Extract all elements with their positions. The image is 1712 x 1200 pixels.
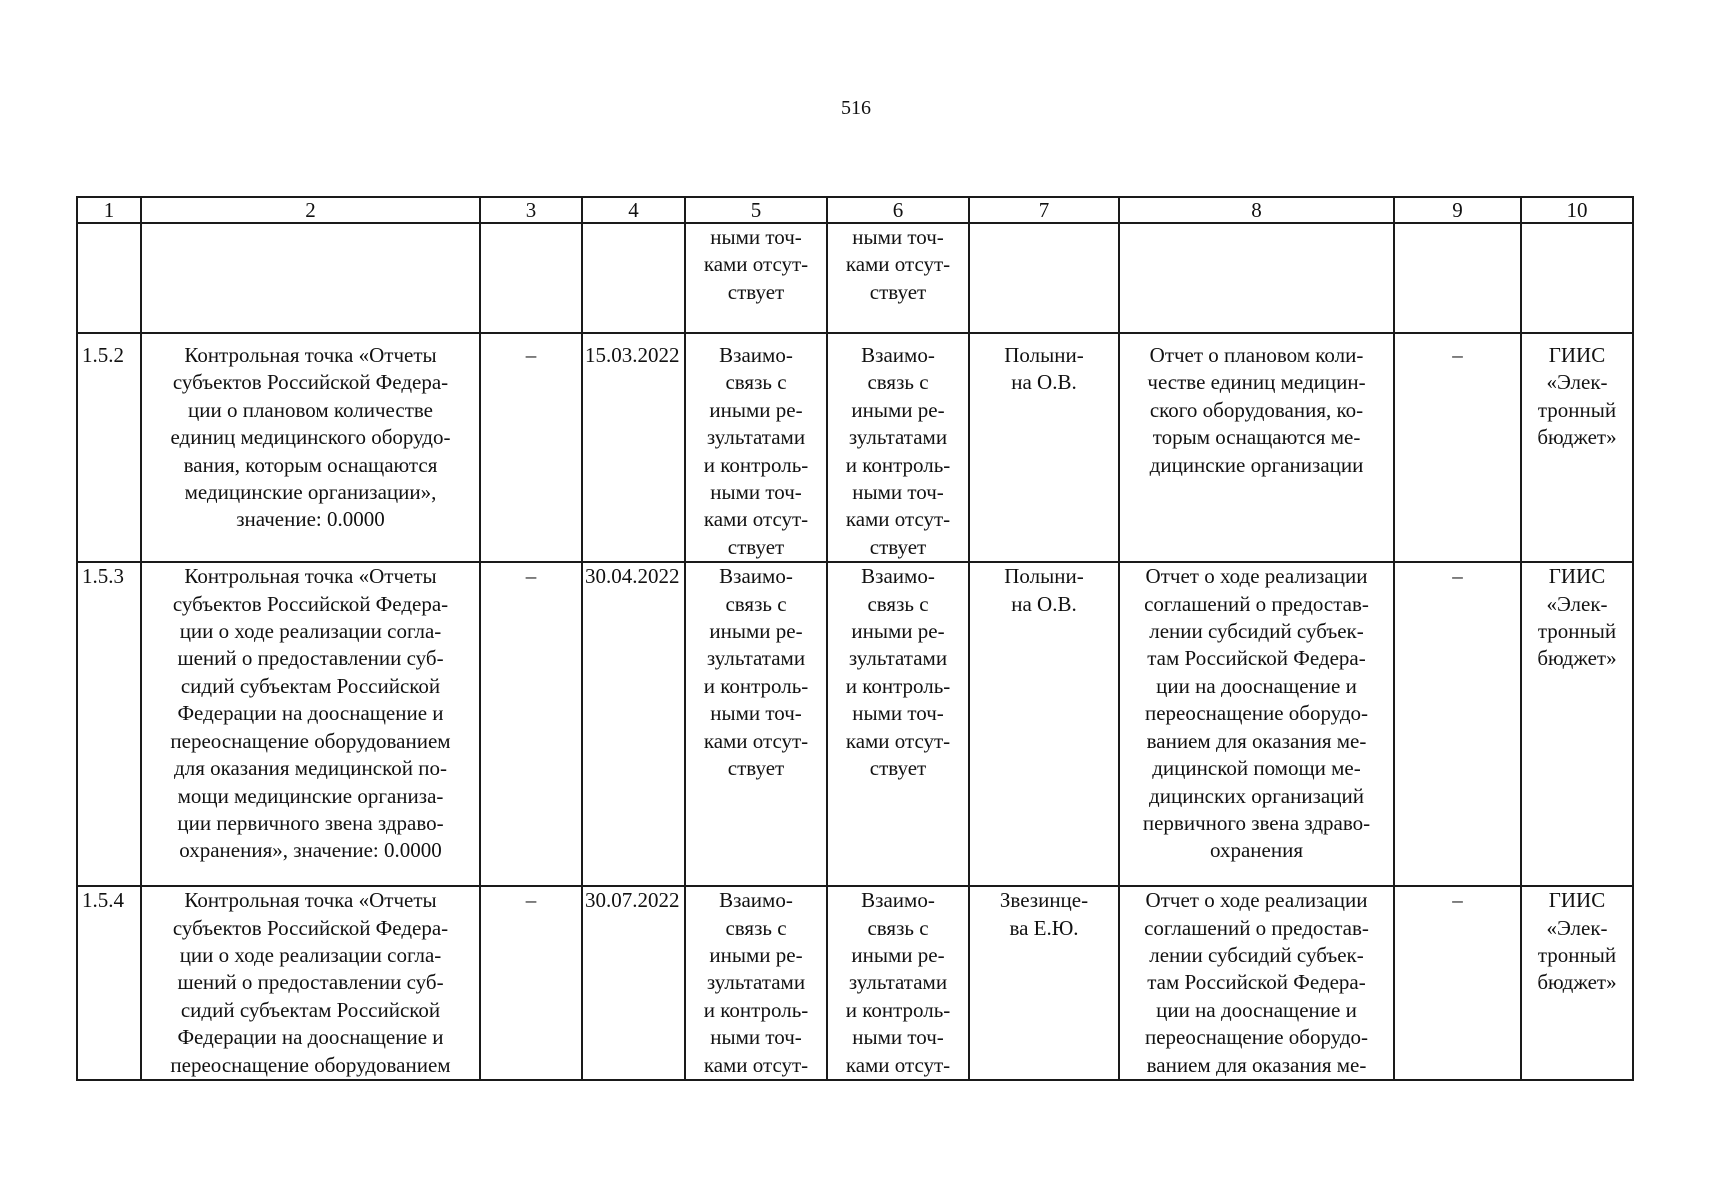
responsible-person: Полыни- на О.В. <box>969 333 1119 562</box>
column-header-5: 5 <box>685 197 827 223</box>
cell-relation-continued: ными точ- ками отсут- ствует <box>827 223 969 333</box>
relation-previous: Взаимо- связь с иными ре- зультатами и контроль- ными точ- ками отсут- <box>685 886 827 1080</box>
relation-previous: Взаимо- связь с иными ре- зультатами и контроль- ными точ- ками отсут- ствует <box>685 562 827 886</box>
table-row-1-5-2 <box>77 333 1633 562</box>
responsible-person: Полыни- на О.В. <box>969 562 1119 886</box>
information-system: ГИИС «Элек- тронный бюджет» <box>1521 562 1633 886</box>
column-header-3: 3 <box>480 197 582 223</box>
column-header-10: 10 <box>1521 197 1633 223</box>
result-description: Отчет о плановом коли- честве единиц медицин- ского оборудования, ко- торым оснащаются ме- дицинские организации <box>1119 333 1394 562</box>
column-header-6: 6 <box>827 197 969 223</box>
column-number-header <box>77 197 1633 223</box>
responsible-person: Звезинце- ва Е.Ю. <box>969 886 1119 1080</box>
cell-empty <box>1521 223 1633 333</box>
column-header-1: 1 <box>77 197 141 223</box>
column-header-2: 2 <box>141 197 480 223</box>
column-9-value: – <box>1394 333 1521 562</box>
column-9-value: – <box>1394 562 1521 886</box>
row-number: 1.5.2 <box>77 333 141 562</box>
row-number: 1.5.4 <box>77 886 141 1080</box>
column-header-9: 9 <box>1394 197 1521 223</box>
column-9-value: – <box>1394 886 1521 1080</box>
column-header-8: 8 <box>1119 197 1394 223</box>
deadline-date: 30.04.2022 <box>582 562 685 886</box>
control-point-description: Контрольная точка «Отчеты субъектов Российской Федера- ции о ходе реализации согла- шений о предоставлении суб- сидий субъектам Российской Федерации на дооснащение и переоснащение оборудованием <box>141 886 480 1080</box>
deadline-date: 15.03.2022 <box>582 333 685 562</box>
deadline-date: 30.07.2022 <box>582 886 685 1080</box>
cell-empty <box>480 223 582 333</box>
control-point-description: Контрольная точка «Отчеты субъектов Российской Федера- ции о плановом количестве единиц медицинского оборудо- вания, которым оснащаются медицинские организации», значение: 0.0000 <box>141 333 480 562</box>
column-3-value: – <box>480 886 582 1080</box>
column-header-7: 7 <box>969 197 1119 223</box>
cell-empty <box>969 223 1119 333</box>
cell-relation-continued: ными точ- ками отсут- ствует <box>685 223 827 333</box>
result-description: Отчет о ходе реализации соглашений о предостав- лении субсидий субъек- там Российской Федера- ции на дооснащение и переоснащение оборудо- ванием для оказания ме- <box>1119 886 1394 1080</box>
result-description: Отчет о ходе реализации соглашений о предостав- лении субсидий субъек- там Российской Федера- ции на дооснащение и переоснащение оборудо- ванием для оказания ме- дицинской помощи ме- дицинских организаций первичного звена здраво- охранения <box>1119 562 1394 886</box>
cell-empty <box>582 223 685 333</box>
column-header-4: 4 <box>582 197 685 223</box>
cell-empty <box>1394 223 1521 333</box>
relation-next: Взаимо- связь с иными ре- зультатами и контроль- ными точ- ками отсут- ствует <box>827 562 969 886</box>
row-number: 1.5.3 <box>77 562 141 886</box>
relation-next: Взаимо- связь с иными ре- зультатами и контроль- ными точ- ками отсут- <box>827 886 969 1080</box>
cell-empty <box>1119 223 1394 333</box>
continuation-row <box>77 223 1633 333</box>
plan-table <box>76 196 1634 1081</box>
page-number: 516 <box>841 97 871 119</box>
table-row-1-5-3 <box>77 562 1633 886</box>
cell-empty <box>77 223 141 333</box>
column-3-value: – <box>480 333 582 562</box>
information-system: ГИИС «Элек- тронный бюджет» <box>1521 333 1633 562</box>
relation-next: Взаимо- связь с иными ре- зультатами и контроль- ными точ- ками отсут- ствует <box>827 333 969 562</box>
table-row-1-5-4 <box>77 886 1633 1080</box>
control-point-description: Контрольная точка «Отчеты субъектов Российской Федера- ции о ходе реализации согла- шений о предоставлении суб- сидий субъектам Российской Федерации на дооснащение и переоснащение оборудованием для оказания медицинской по- мощи медицинские организа- ции первичного звена здраво- охранения», значение: 0.0000 <box>141 562 480 886</box>
column-3-value: – <box>480 562 582 886</box>
information-system: ГИИС «Элек- тронный бюджет» <box>1521 886 1633 1080</box>
cell-empty <box>141 223 480 333</box>
relation-previous: Взаимо- связь с иными ре- зультатами и контроль- ными точ- ками отсут- ствует <box>685 333 827 562</box>
